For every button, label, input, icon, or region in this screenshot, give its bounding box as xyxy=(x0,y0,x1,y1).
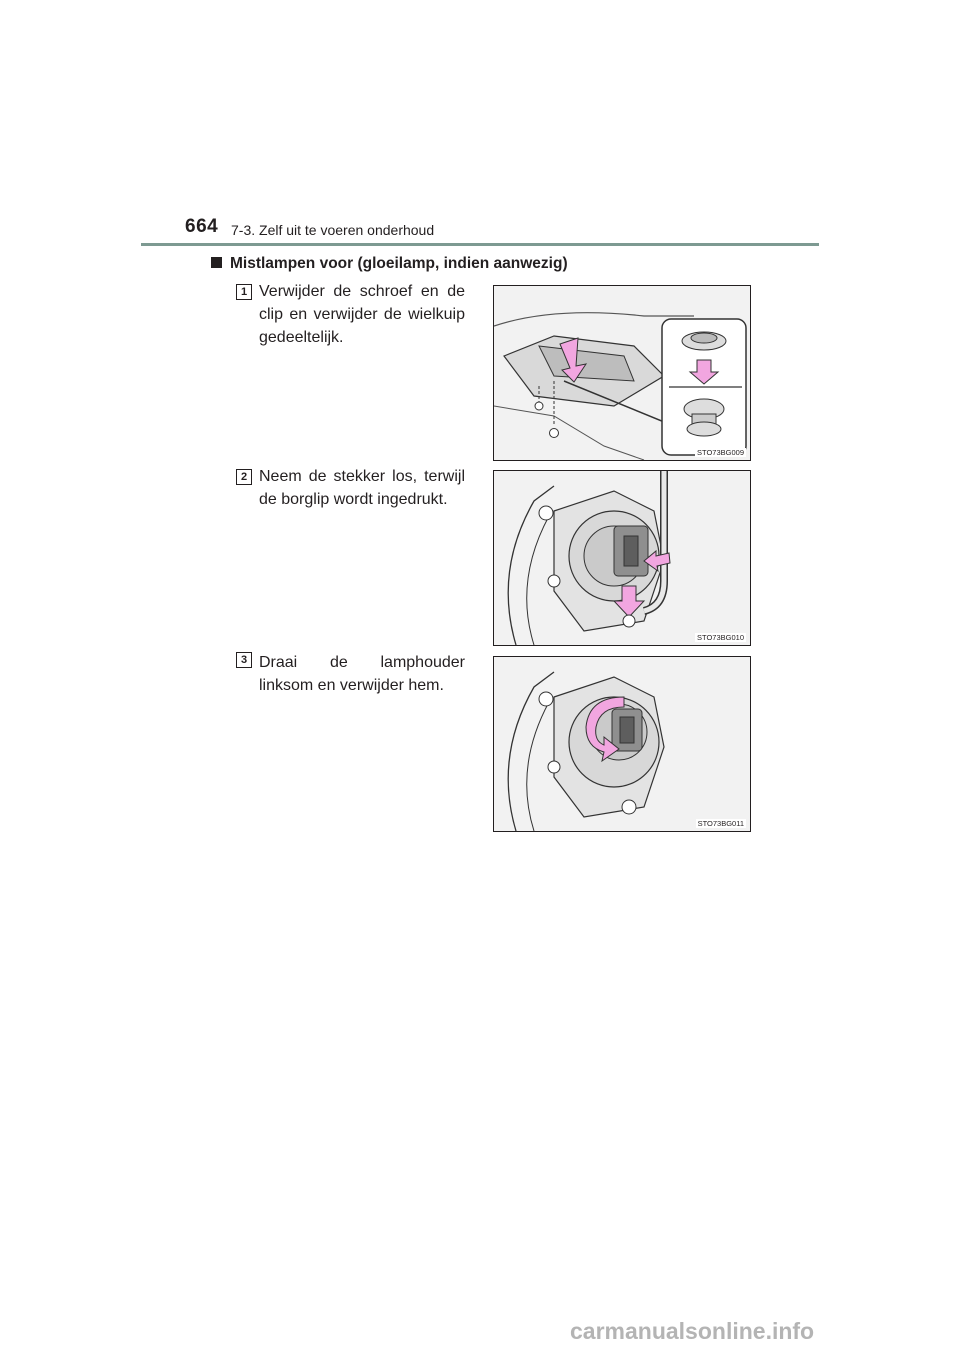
step-badge-2: 2 xyxy=(236,469,252,485)
step-text-1: Verwijder de schroef en de clip en verwijder de wielkuip gedeeltelijk. xyxy=(259,283,465,346)
clip-icon xyxy=(550,429,559,438)
heading xyxy=(211,255,568,273)
figure-3 xyxy=(493,656,751,832)
header-rule xyxy=(141,243,819,246)
step-badge-3: 3 xyxy=(236,652,252,668)
watermark: carmanualsonline.info xyxy=(570,1318,815,1344)
step-text-3: Draai de lamphouder linksom en verwijder hem. xyxy=(259,654,465,694)
screw-icon xyxy=(535,402,543,410)
step-badge-1: 1 xyxy=(236,284,252,300)
fog-lamp-connector-illustration xyxy=(494,471,750,645)
page-number: 664 xyxy=(185,216,219,237)
figure-code: STO73BG011 xyxy=(697,819,744,828)
figure-1 xyxy=(493,285,751,461)
lamp-holder-illustration xyxy=(494,657,750,831)
figure-code: STO73BG009 xyxy=(697,448,744,457)
figure-2 xyxy=(493,470,751,646)
square-bullet-icon xyxy=(211,257,222,268)
heading-text: Mistlampen voor (gloeilamp, indien aanwezig) xyxy=(230,255,568,272)
step-text-2: Neem de stekker los, terwijl de borglip wordt ingedrukt. xyxy=(259,468,465,508)
section-title: 7-3. Zelf uit te voeren onderhoud xyxy=(231,222,435,238)
wheel-liner-illustration xyxy=(494,286,750,460)
figure-code: STO73BG010 xyxy=(697,633,744,642)
